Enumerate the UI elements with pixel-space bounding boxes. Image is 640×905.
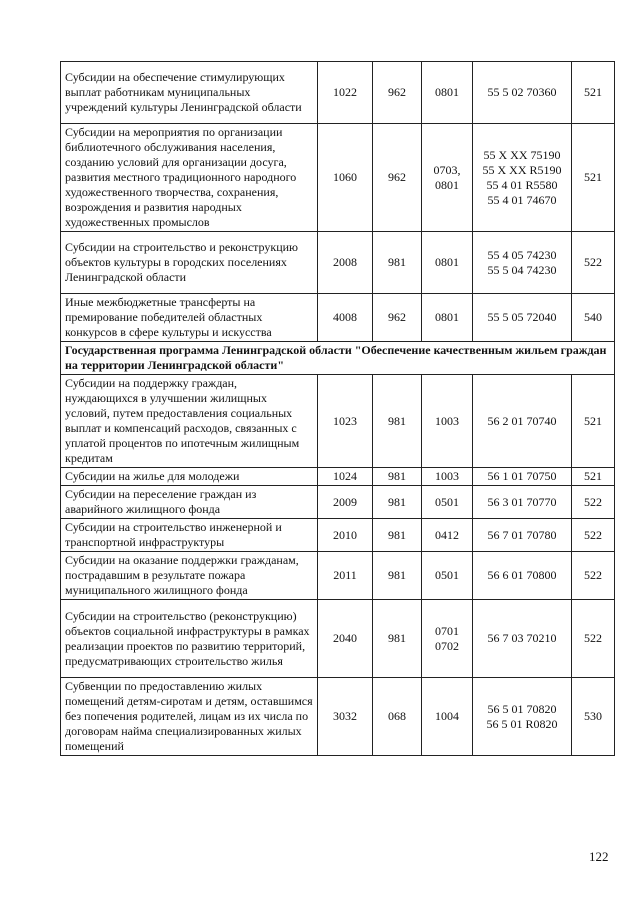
row-expense-type: 522	[572, 600, 615, 678]
row-code: 2011	[318, 552, 373, 600]
row-target-article: 55 5 05 72040	[473, 294, 572, 342]
row-grbs: 068	[373, 678, 422, 756]
table-row	[61, 486, 615, 519]
row-code: 3032	[318, 678, 373, 756]
row-section-code: 0501	[422, 486, 473, 519]
row-expense-type: 521	[572, 62, 615, 124]
row-section-code: 1003	[422, 468, 473, 486]
row-description: Иные межбюджетные трансферты на премирование победителей областных конкурсов в сфере культуры и искусства	[61, 294, 318, 342]
row-code: 2009	[318, 486, 373, 519]
row-description: Субсидии на поддержку граждан, нуждающихся в улучшении жилищных условий, путем предоставления социальных выплат и компенсаций расходов, связанных с уплатой процентов по ипотечным жилищным кредитам	[61, 375, 318, 468]
program-header-row	[61, 342, 615, 375]
row-target-article: 56 3 01 70770	[473, 486, 572, 519]
row-description: Субсидии на оказание поддержки гражданам, пострадавшим в результате пожара муниципального жилищного фонда	[61, 552, 318, 600]
row-expense-type: 522	[572, 232, 615, 294]
row-grbs: 962	[373, 294, 422, 342]
row-target-article: 56 7 01 70780	[473, 519, 572, 552]
row-code: 1022	[318, 62, 373, 124]
table-row	[61, 375, 615, 468]
row-section-code: 0801	[422, 294, 473, 342]
row-section-code: 1003	[422, 375, 473, 468]
row-expense-type: 540	[572, 294, 615, 342]
row-expense-type: 521	[572, 124, 615, 232]
row-description: Субсидии на строительство (реконструкцию) объектов социальной инфраструктуры в рамках реализации проектов по развитию территорий, предусматривающих строительство жилья	[61, 600, 318, 678]
row-section-code: 0701 0702	[422, 600, 473, 678]
row-target-article: 56 6 01 70800	[473, 552, 572, 600]
table-row	[61, 468, 615, 486]
row-section-code: 0801	[422, 232, 473, 294]
row-code: 4008	[318, 294, 373, 342]
row-description: Субвенции по предоставлению жилых помещений детям-сиротам и детям, оставшимся без попечения родителей, лицам из их числа по договорам найма специализированных жилых помещений	[61, 678, 318, 756]
row-expense-type: 521	[572, 468, 615, 486]
program-title: Государственная программа Ленинградской области "Обеспечение качественным жильем граждан на территории Ленинградской области"	[61, 342, 615, 375]
table-row	[61, 600, 615, 678]
row-target-article: 56 2 01 70740	[473, 375, 572, 468]
row-target-article: 56 5 01 70820 56 5 01 R0820	[473, 678, 572, 756]
row-code: 2008	[318, 232, 373, 294]
row-section-code: 0412	[422, 519, 473, 552]
row-target-article: 56 7 03 70210	[473, 600, 572, 678]
table-row	[61, 232, 615, 294]
table-row	[61, 62, 615, 124]
row-target-article: 55 4 05 74230 55 5 04 74230	[473, 232, 572, 294]
row-expense-type: 522	[572, 486, 615, 519]
table-row	[61, 294, 615, 342]
row-grbs: 981	[373, 519, 422, 552]
row-code: 2010	[318, 519, 373, 552]
row-section-code: 0501	[422, 552, 473, 600]
row-grbs: 962	[373, 124, 422, 232]
row-expense-type: 522	[572, 519, 615, 552]
row-expense-type: 521	[572, 375, 615, 468]
row-code: 1023	[318, 375, 373, 468]
row-description: Субсидии на переселение граждан из аварийного жилищного фонда	[61, 486, 318, 519]
row-grbs: 981	[373, 552, 422, 600]
row-target-article: 55 X XX 75190 55 X XX R5190 55 4 01 R5580 55 4 01 74670	[473, 124, 572, 232]
row-grbs: 981	[373, 486, 422, 519]
row-description: Субсидии на жилье для молодежи	[61, 468, 318, 486]
row-description: Субсидии на мероприятия по организации библиотечного обслуживания населения, созданию условий для организации досуга, развития местного традиционного народного художественного творчества, сохранения, возрождения и развития народных художественных промыслов	[61, 124, 318, 232]
row-code: 1060	[318, 124, 373, 232]
row-description: Субсидии на обеспечение стимулирующих выплат работникам муниципальных учреждений культуры Ленинградской области	[61, 62, 318, 124]
row-grbs: 981	[373, 600, 422, 678]
table-row	[61, 124, 615, 232]
budget-table-body	[61, 62, 615, 756]
row-target-article: 55 5 02 70360	[473, 62, 572, 124]
row-section-code: 0703, 0801	[422, 124, 473, 232]
row-code: 1024	[318, 468, 373, 486]
table-row	[61, 678, 615, 756]
row-section-code: 1004	[422, 678, 473, 756]
page-number: 122	[589, 849, 609, 864]
row-grbs: 981	[373, 468, 422, 486]
table-row	[61, 519, 615, 552]
budget-table	[60, 61, 615, 756]
row-section-code: 0801	[422, 62, 473, 124]
row-grbs: 981	[373, 232, 422, 294]
row-code: 2040	[318, 600, 373, 678]
row-grbs: 962	[373, 62, 422, 124]
row-grbs: 981	[373, 375, 422, 468]
table-row	[61, 552, 615, 600]
row-description: Субсидии на строительство и реконструкцию объектов культуры в городских поселениях Ленинградской области	[61, 232, 318, 294]
row-expense-type: 522	[572, 552, 615, 600]
row-description: Субсидии на строительство инженерной и транспортной инфраструктуры	[61, 519, 318, 552]
row-expense-type: 530	[572, 678, 615, 756]
row-target-article: 56 1 01 70750	[473, 468, 572, 486]
